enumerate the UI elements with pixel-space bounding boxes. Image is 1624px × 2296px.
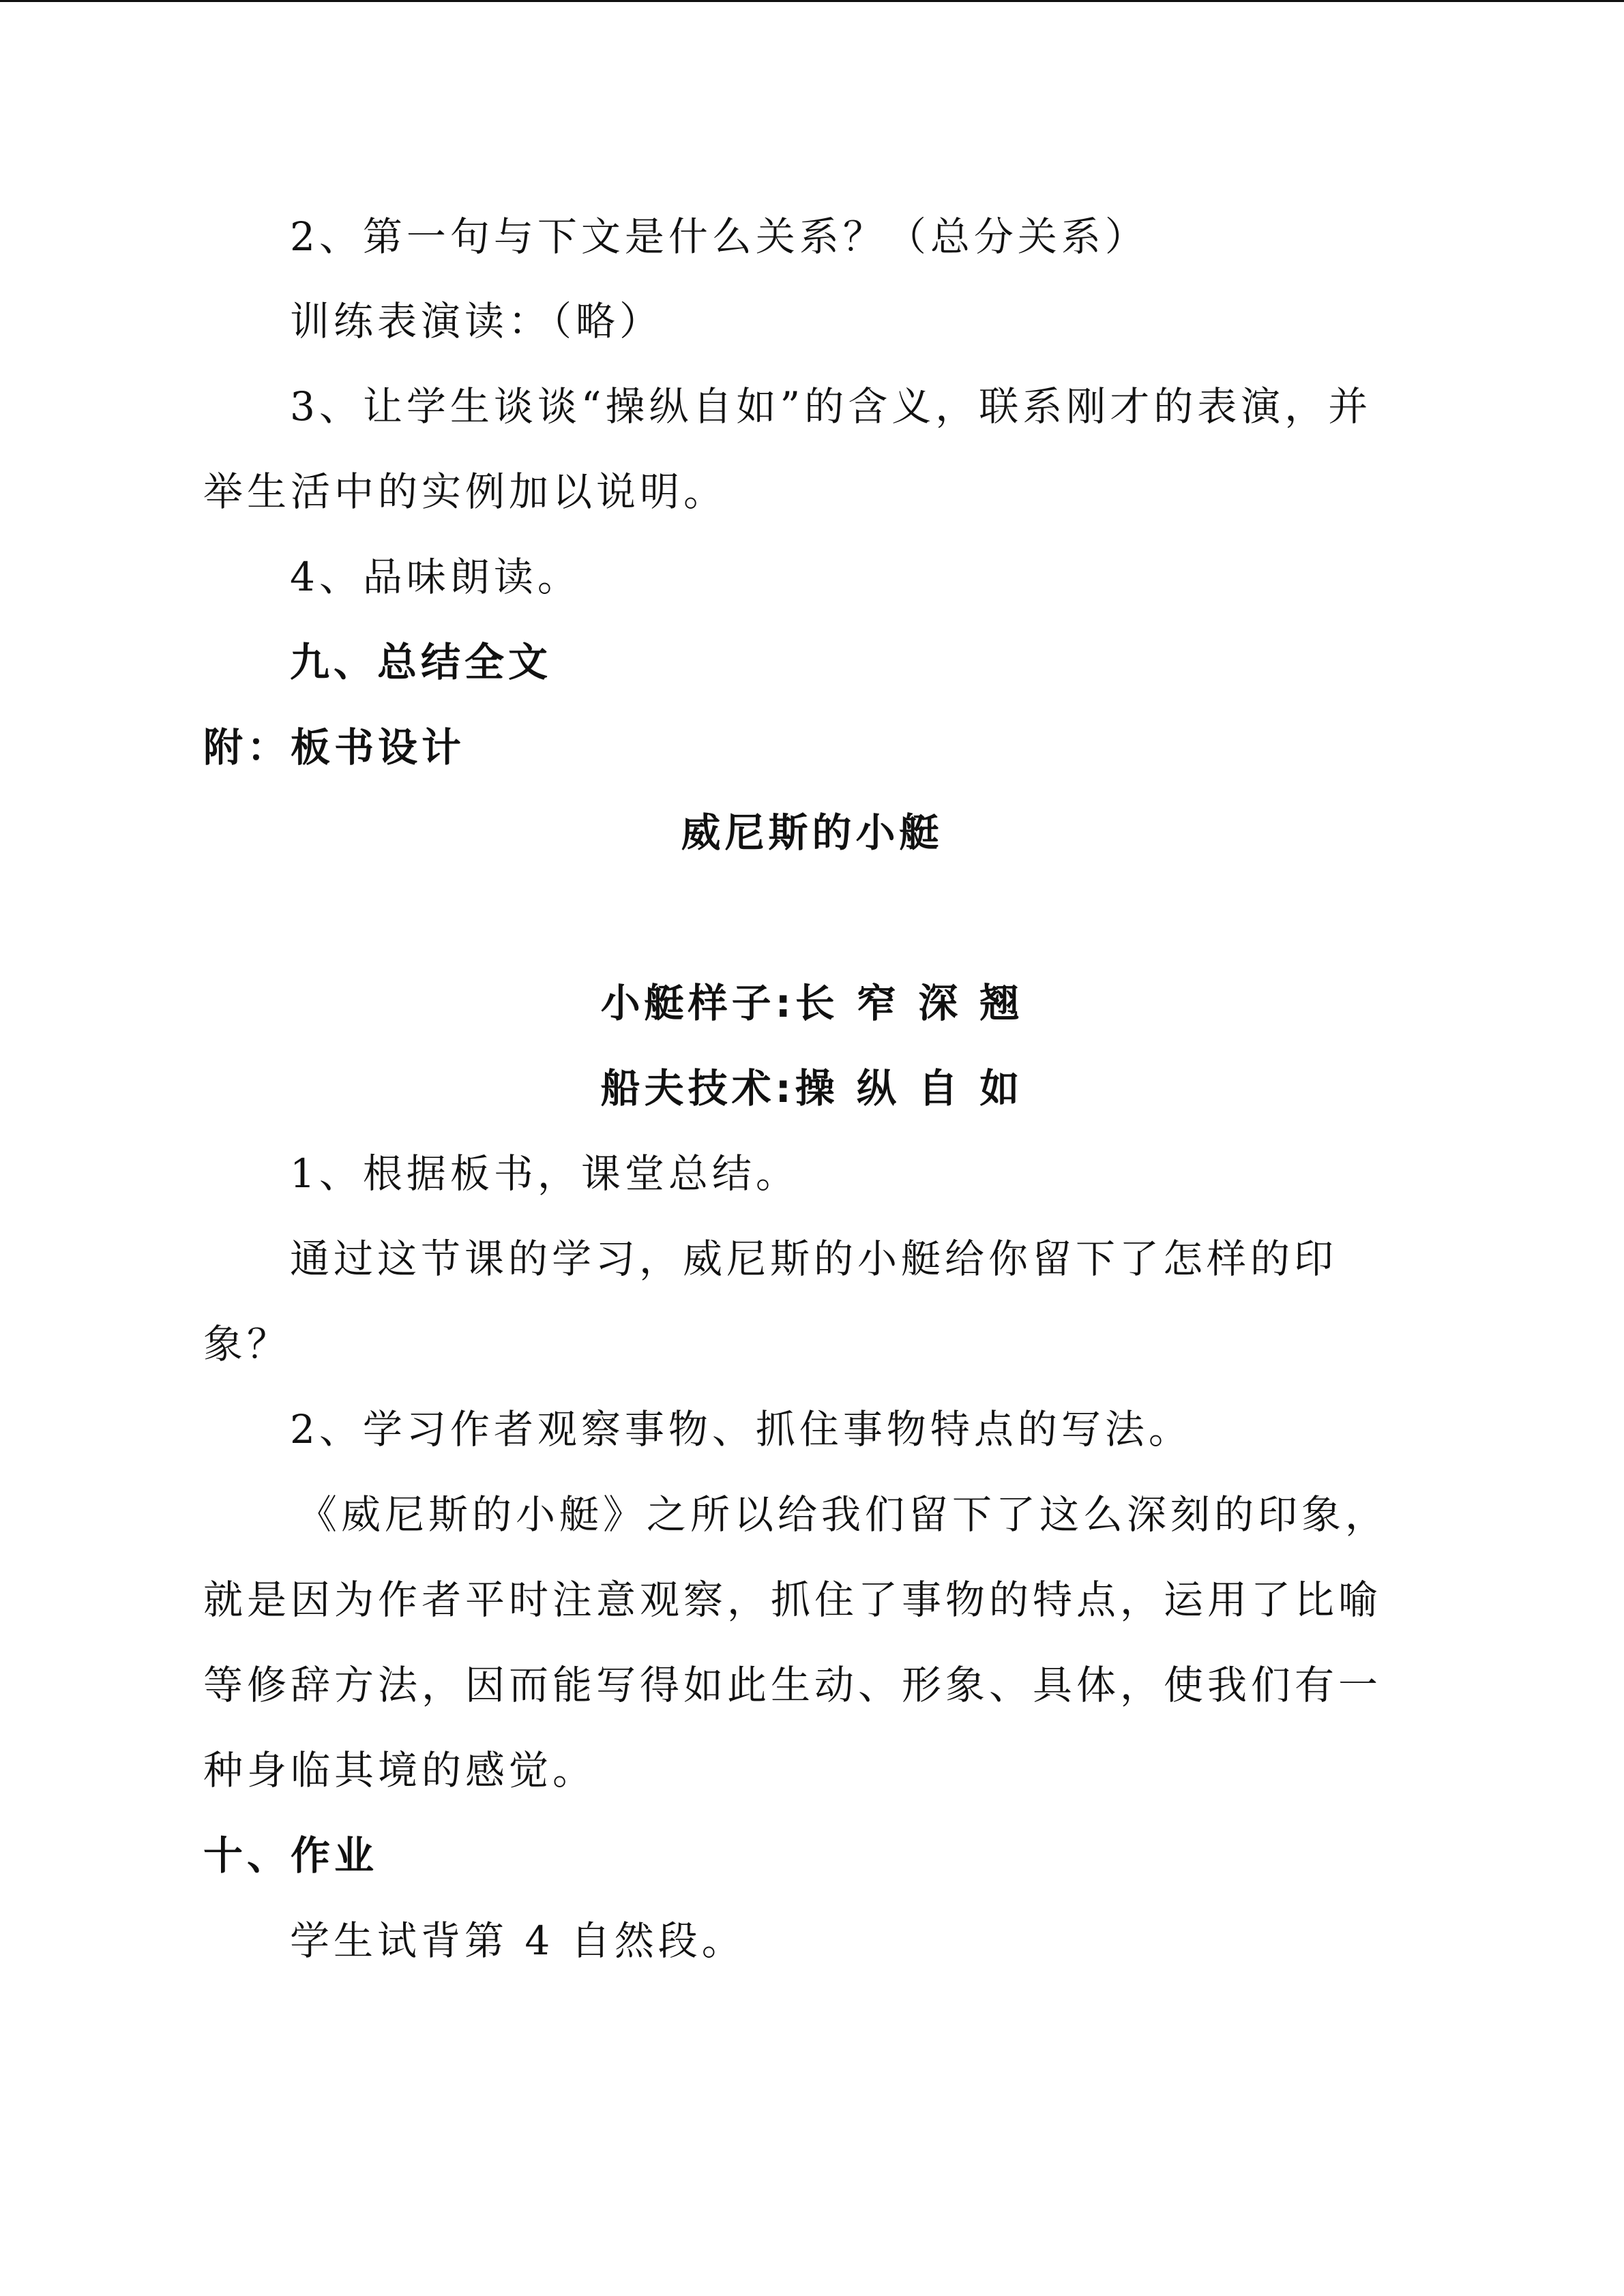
paragraph-homework: 学生试背第 4 自然段。	[290, 1918, 745, 1964]
paragraph-question-3-line1: 3、让学生谈谈“操纵自如”的含义，联系刚才的表演，并	[290, 383, 1372, 430]
board-title: 威尼斯的小艇	[681, 809, 943, 856]
board-row-boat-shape: 小艇样子:长 窄 深 翘	[600, 980, 1024, 1026]
paragraph-impression-line2: 象？	[203, 1321, 291, 1367]
paragraph-summary-2: 2、学习作者观察事物、抓住事物特点的写法。	[290, 1406, 1192, 1452]
paragraph-summary-1: 1、根据板书，课堂总结。	[290, 1150, 799, 1197]
paragraph-question-2: 2、第一句与下文是什么关系？（总分关系）	[290, 213, 1149, 260]
paragraph-conclusion-line3: 等修辞方法，因而能写得如此生动、形象、具体，使我们有一	[203, 1662, 1383, 1708]
section-heading-10: 十、作业	[203, 1832, 379, 1879]
paragraph-conclusion-line4: 种身临其境的感觉。	[203, 1747, 597, 1793]
paragraph-impression-line1: 通过这节课的学习，威尼斯的小艇给你留下了怎样的印	[290, 1236, 1338, 1282]
paragraph-conclusion-line2: 就是因为作者平时注意观察，抓住了事物的特点，运用了比喻	[203, 1577, 1383, 1623]
paragraph-item-4: 4、品味朗读。	[290, 554, 581, 600]
appendix-heading: 附：板书设计	[203, 724, 466, 771]
board-row-boatman-skill: 船夫技术:操 纵 自 如	[600, 1065, 1024, 1112]
paragraph-question-3-line2: 举生活中的实例加以说明。	[203, 468, 728, 515]
paragraph-practice-reading: 训练表演读：（略）	[290, 298, 664, 344]
section-heading-9: 九、总结全文	[290, 639, 552, 685]
paragraph-conclusion-line1: 《威尼斯的小艇》之所以给我们留下了这么深刻的印象，	[297, 1491, 1389, 1538]
